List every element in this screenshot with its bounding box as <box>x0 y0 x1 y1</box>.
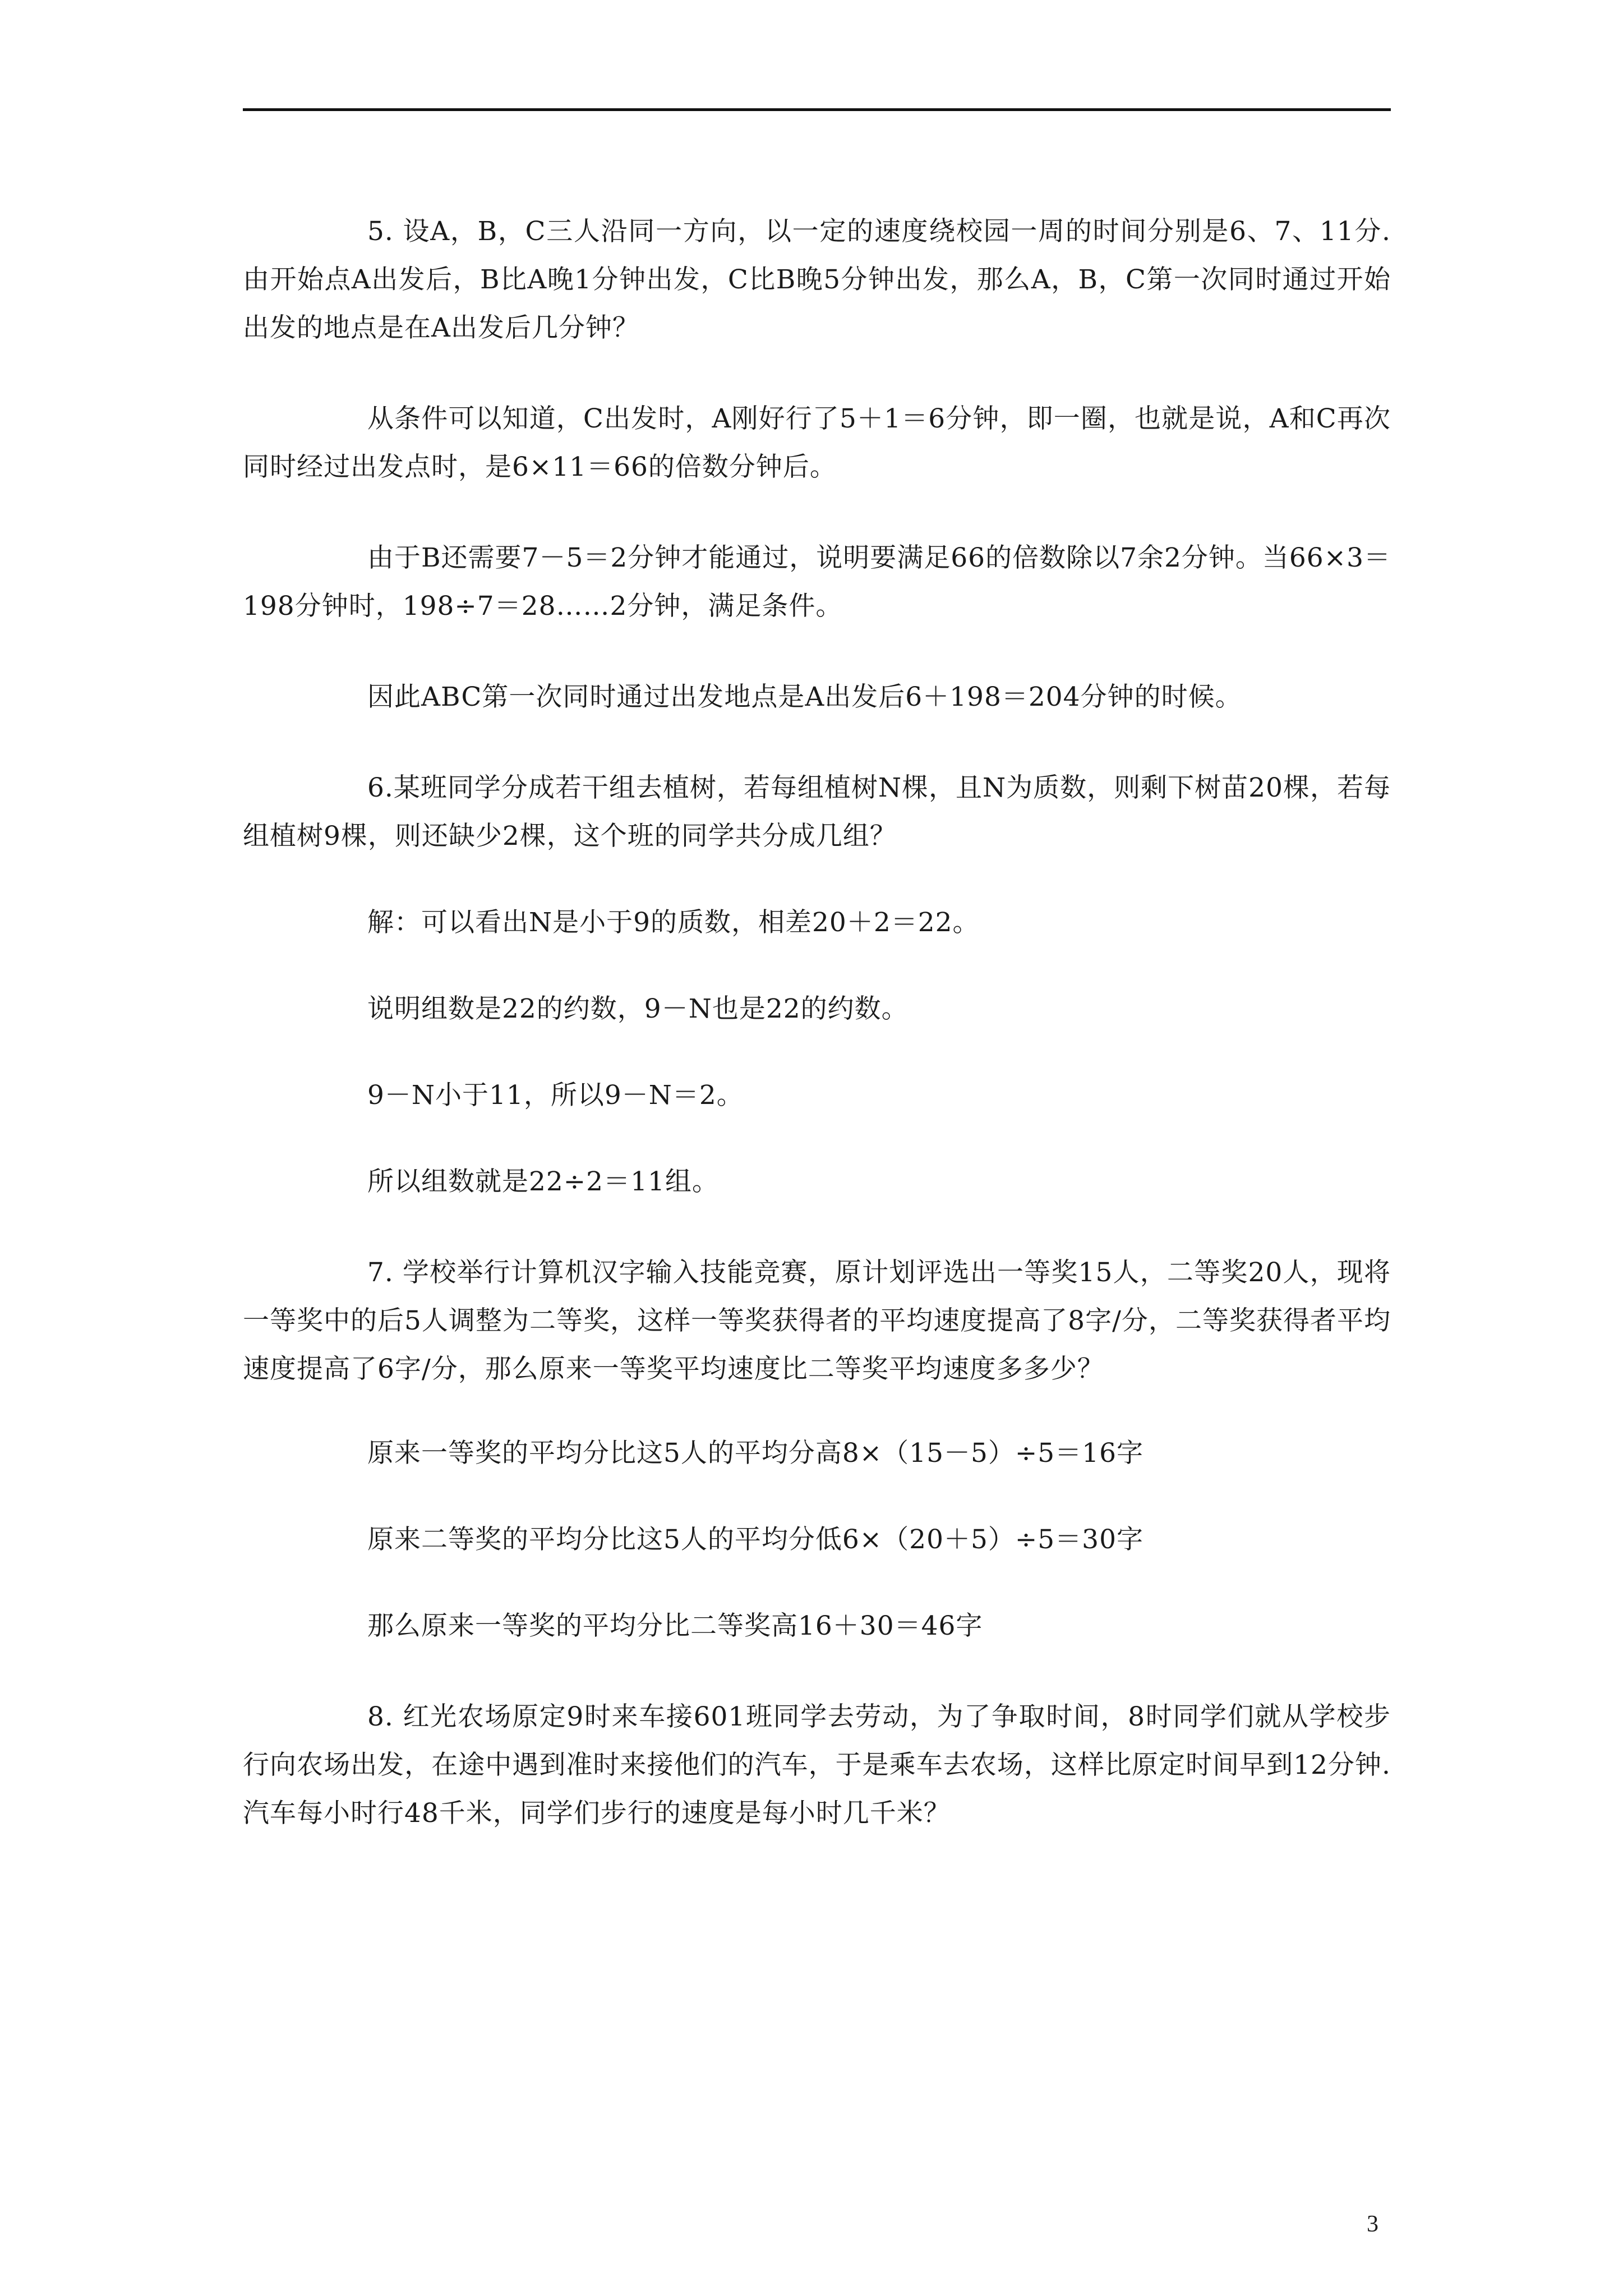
problem-6-solution-step-2: 说明组数是22的约数，9－N也是22的约数。 <box>367 993 909 1024</box>
problem-7-solution-step-2: 原来二等奖的平均分比这5人的平均分低6×（20＋5）÷5＝30字 <box>367 1524 1144 1555</box>
problem-8-question: 8. 红光农场原定9时来车接601班同学去劳动，为了争取时间，8时同学们就从学校步行向农场出发，在途中遇到准时来接他们的汽车，于是乘车去农场，这样比原定时间早到12分钟.汽车每小时行48千米，同学们步行的速度是每小时几千米？ <box>243 1701 1391 1829</box>
header-rule <box>243 108 1391 111</box>
problem-6-solution-step-3: 9－N小于11，所以9－N＝2。 <box>367 1080 744 1111</box>
problem-6-question: 6.某班同学分成若干组去植树，若每组植树N棵，且N为质数，则剩下树苗20棵，若每组植树9棵，则还缺少2棵，这个班的同学共分成几组？ <box>243 772 1391 852</box>
problem-5-solution-step-1: 从条件可以知道，C出发时，A刚好行了5＋1＝6分钟，即一圈，也就是说，A和C再次同时经过出发点时，是6×11＝66的倍数分钟后。 <box>243 403 1391 482</box>
problem-5-solution-step-2: 由于B还需要7－5＝2分钟才能通过，说明要满足66的倍数除以7余2分钟。当66×3＝198分钟时，198÷7＝28……2分钟，满足条件。 <box>243 542 1391 622</box>
problem-5-answer: 因此ABC第一次同时通过出发地点是A出发后6＋198＝204分钟的时候。 <box>367 682 1242 712</box>
problem-7-answer: 那么原来一等奖的平均分比二等奖高16＋30＝46字 <box>367 1611 983 1641</box>
problem-7-solution-step-1: 原来一等奖的平均分比这5人的平均分高8×（15－5）÷5＝16字 <box>367 1438 1144 1469</box>
page-number: 3 <box>1367 2211 1378 2237</box>
problem-5-question: 5. 设A，B，C三人沿同一方向，以一定的速度绕校园一周的时间分别是6、7、11分.由开始点A出发后，B比A晚1分钟出发，C比B晚5分钟出发，那么A，B，C第一次同时通过开始出发的地点是在A出发后几分钟？ <box>243 216 1391 343</box>
problem-6-answer: 所以组数就是22÷2＝11组。 <box>367 1166 719 1197</box>
document-body <box>243 208 1391 1838</box>
problem-6-solution-step-1: 解：可以看出N是小于9的质数，相差20＋2＝22。 <box>367 907 980 938</box>
problem-7-question: 7. 学校举行计算机汉字输入技能竞赛，原计划评选出一等奖15人，二等奖20人，现将一等奖中的后5人调整为二等奖，这样一等奖获得者的平均速度提高了8字/分，二等奖获得者平均速度提高了6字/分，那么原来一等奖平均速度比二等奖平均速度多多少？ <box>243 1257 1391 1384</box>
